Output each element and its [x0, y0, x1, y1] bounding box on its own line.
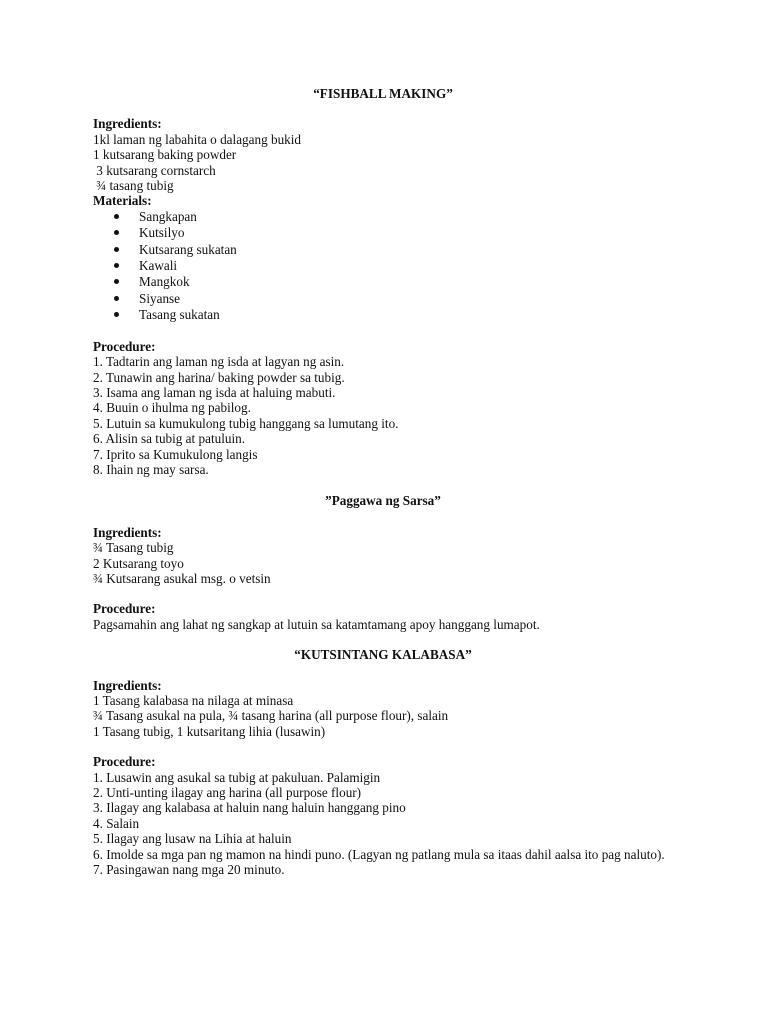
material-label: Mangkok	[139, 274, 190, 290]
material-item	[93, 225, 673, 241]
ingredients-heading: Ingredients:	[93, 677, 162, 693]
procedure-step: 2. Tunawin ang harina/ baking powder sa tubig.	[93, 369, 345, 385]
recipe-title: “KUTSINTANG KALABASA”	[294, 647, 472, 663]
procedure-step: 1. Lusawin ang asukal sa tubig at pakuluan. Palamigin	[93, 769, 381, 785]
material-item	[93, 307, 673, 323]
procedure-step: 5. Ilagay ang lusaw na Lihia at haluin	[93, 831, 292, 847]
bullet-icon	[114, 279, 119, 284]
material-label: Siyanse	[139, 290, 181, 306]
material-item	[93, 258, 673, 274]
procedure-heading: Procedure:	[93, 754, 156, 770]
recipe-sarsa	[93, 493, 673, 632]
procedure-step: 4. Buuin o ihulma ng pabilog.	[93, 400, 251, 416]
material-item	[93, 242, 673, 258]
ingredient-line: 1 kutsarang baking powder	[93, 147, 237, 163]
bullet-icon	[114, 214, 119, 219]
bullet-icon	[114, 312, 119, 317]
ingredient-line: 1 Tasang kalabasa na nilaga at minasa	[93, 693, 294, 708]
procedure-step: 7. Pasingawan nang mga 20 minuto.	[93, 862, 285, 878]
ingredient-line: ¾ tasang tubig	[93, 178, 174, 194]
procedure-step: 2. Unti-unting ilagay ang harina (all purpose flour)	[93, 785, 362, 801]
recipe-title: ”Paggawa ng Sarsa”	[325, 493, 441, 509]
material-label: Kutsarang sukatan	[139, 241, 237, 257]
procedure-step: 3. Ilagay ang kalabasa at haluin nang haluin hanggang pino	[93, 800, 406, 816]
procedure-step: 8. Ihain ng may sarsa.	[93, 461, 209, 477]
ingredient-line: 3 kutsarang cornstarch	[93, 162, 216, 178]
materials-list	[93, 209, 673, 324]
document-body	[93, 86, 673, 877]
material-label: Kawali	[139, 258, 178, 274]
bullet-icon	[114, 296, 119, 301]
bullet-icon	[114, 263, 119, 268]
material-item	[93, 274, 673, 290]
bullet-icon	[114, 247, 119, 252]
procedure-step: 3. Isama ang laman ng isda at haluing mabuti.	[93, 384, 336, 400]
material-item	[93, 291, 673, 307]
procedure-step: 6. Alisin sa tubig at patuluin.	[93, 431, 246, 447]
procedure-step: Pagsamahin ang lahat ng sangkap at lutuin sa katamtamang apoy hanggang lumapot.	[93, 616, 540, 632]
procedure-heading: Procedure:	[93, 338, 156, 354]
ingredient-line: 2 Kutsarang toyo	[93, 555, 184, 571]
ingredient-line: 1kl laman ng labahita o dalagang bukid	[93, 131, 302, 147]
ingredients-heading: Ingredients:	[93, 524, 162, 540]
materials-heading: Materials:	[93, 193, 152, 209]
procedure-step: 5. Lutuin sa kumukulong tubig hanggang sa lumutang ito.	[93, 415, 399, 431]
ingredient-line: ¾ Kutsarang asukal msg. o vetsin	[93, 570, 271, 586]
procedure-step: 7. Iprito sa Kumukulong langis	[93, 446, 258, 462]
procedure-step: 4. Salain	[93, 815, 140, 831]
ingredient-line: 1 Tasang tubig, 1 kutsaritang lihia (lusawin)	[93, 723, 326, 739]
ingredient-line: ¾ Tasang asukal na pula, ¾ tasang harina (all purpose flour), salain	[93, 708, 449, 724]
procedure-step: 1. Tadtarin ang laman ng isda at lagyan ng asin.	[93, 354, 345, 370]
procedure-heading: Procedure:	[93, 601, 156, 617]
material-label: Tasang sukatan	[139, 307, 220, 323]
recipe-kutsinta	[93, 647, 673, 877]
material-item	[93, 209, 673, 225]
ingredients-heading: Ingredients:	[93, 116, 162, 132]
recipe-fishball	[93, 86, 673, 477]
material-label: Kutsilyo	[139, 225, 185, 241]
material-label: Sangkapan	[139, 208, 197, 224]
ingredient-line: ¾ Tasang tubig	[93, 540, 174, 556]
procedure-step: 6. Imolde sa mga pan ng mamon na hindi puno. (Lagyan ng patlang mula sa itaas dahil aalsa ito pag naluto).	[93, 846, 665, 862]
recipe-title: “FISHBALL MAKING”	[313, 86, 453, 101]
bullet-icon	[114, 230, 119, 235]
